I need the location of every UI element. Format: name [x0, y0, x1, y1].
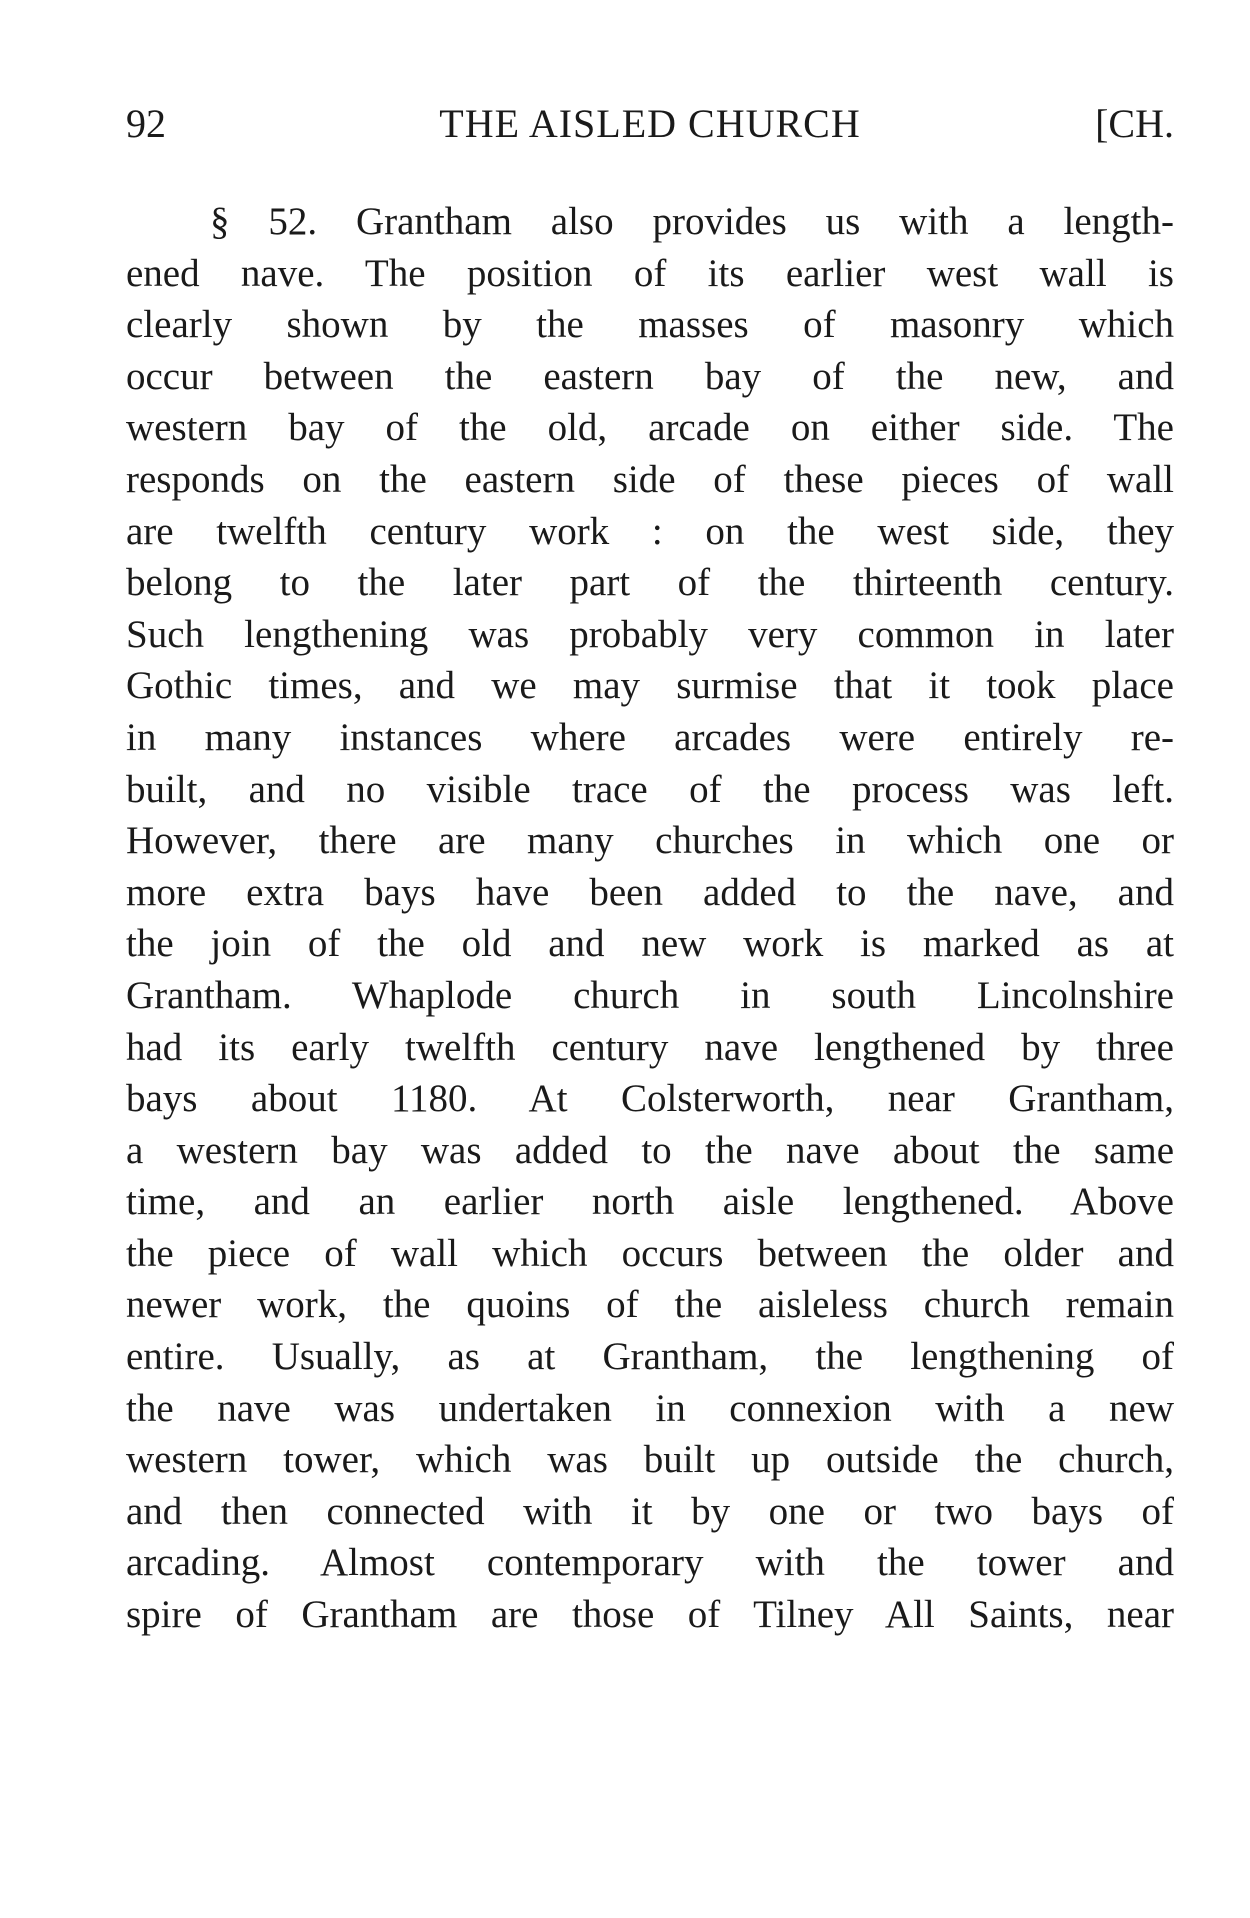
text-line: clearly shown by the masses of masonry which	[126, 303, 1174, 347]
page-number: 92	[126, 101, 166, 146]
text-line: western bay of the old, arcade on either side. The	[126, 406, 1174, 450]
text-line: spire of Grantham are those of Tilney All Saints, near	[126, 1593, 1174, 1637]
text-line: had its early twelfth century nave lengthened by three	[126, 1025, 1174, 1069]
text-line: § 52. Grantham also provides us with a length-	[210, 200, 1174, 243]
running-title: THE AISLED CHURCH	[439, 101, 861, 146]
text-line: entire. Usually, as at Grantham, the lengthening of	[126, 1335, 1174, 1379]
text-line: Gothic times, and we may surmise that it took place	[126, 664, 1174, 708]
text-line: Such lengthening was probably very common in later	[126, 612, 1174, 656]
body-text	[126, 196, 1174, 1641]
text-line: are twelfth century work : on the west side, they	[126, 509, 1174, 553]
text-line: the nave was undertaken in connexion with a new	[126, 1386, 1174, 1430]
text-line: ened nave. The position of its earlier west wall is	[126, 251, 1174, 295]
text-line: time, and an earlier north aisle lengthened. Above	[126, 1180, 1174, 1224]
text-line: newer work, the quoins of the aisleless church remain	[126, 1283, 1174, 1327]
text-line: arcading. Almost contemporary with the tower and	[126, 1541, 1174, 1585]
text-line: a western bay was added to the nave about the same	[126, 1128, 1174, 1172]
chapter-mark: [CH.	[1095, 101, 1174, 146]
text-line: Grantham. Whaplode church in south Lincolnshire	[126, 973, 1174, 1017]
text-line: the join of the old and new work is marked as at	[126, 922, 1174, 966]
text-line: responds on the eastern side of these pieces of wall	[126, 457, 1174, 501]
text-line: western tower, which was built up outside the church,	[126, 1438, 1174, 1482]
text-line: belong to the later part of the thirteenth century.	[126, 561, 1174, 605]
text-line: However, there are many churches in which one or	[126, 819, 1174, 863]
text-line: and then connected with it by one or two bays of	[126, 1489, 1174, 1533]
text-line: built, and no visible trace of the process was left.	[126, 767, 1174, 811]
text-line: occur between the eastern bay of the new, and	[126, 354, 1174, 398]
text-line: the piece of wall which occurs between the older and	[126, 1231, 1174, 1275]
text-line: in many instances where arcades were entirely re-	[126, 715, 1174, 759]
text-line: bays about 1180. At Colsterworth, near Grantham,	[126, 1077, 1174, 1121]
running-header	[126, 100, 1174, 150]
text-line: more extra bays have been added to the nave, and	[126, 870, 1174, 914]
